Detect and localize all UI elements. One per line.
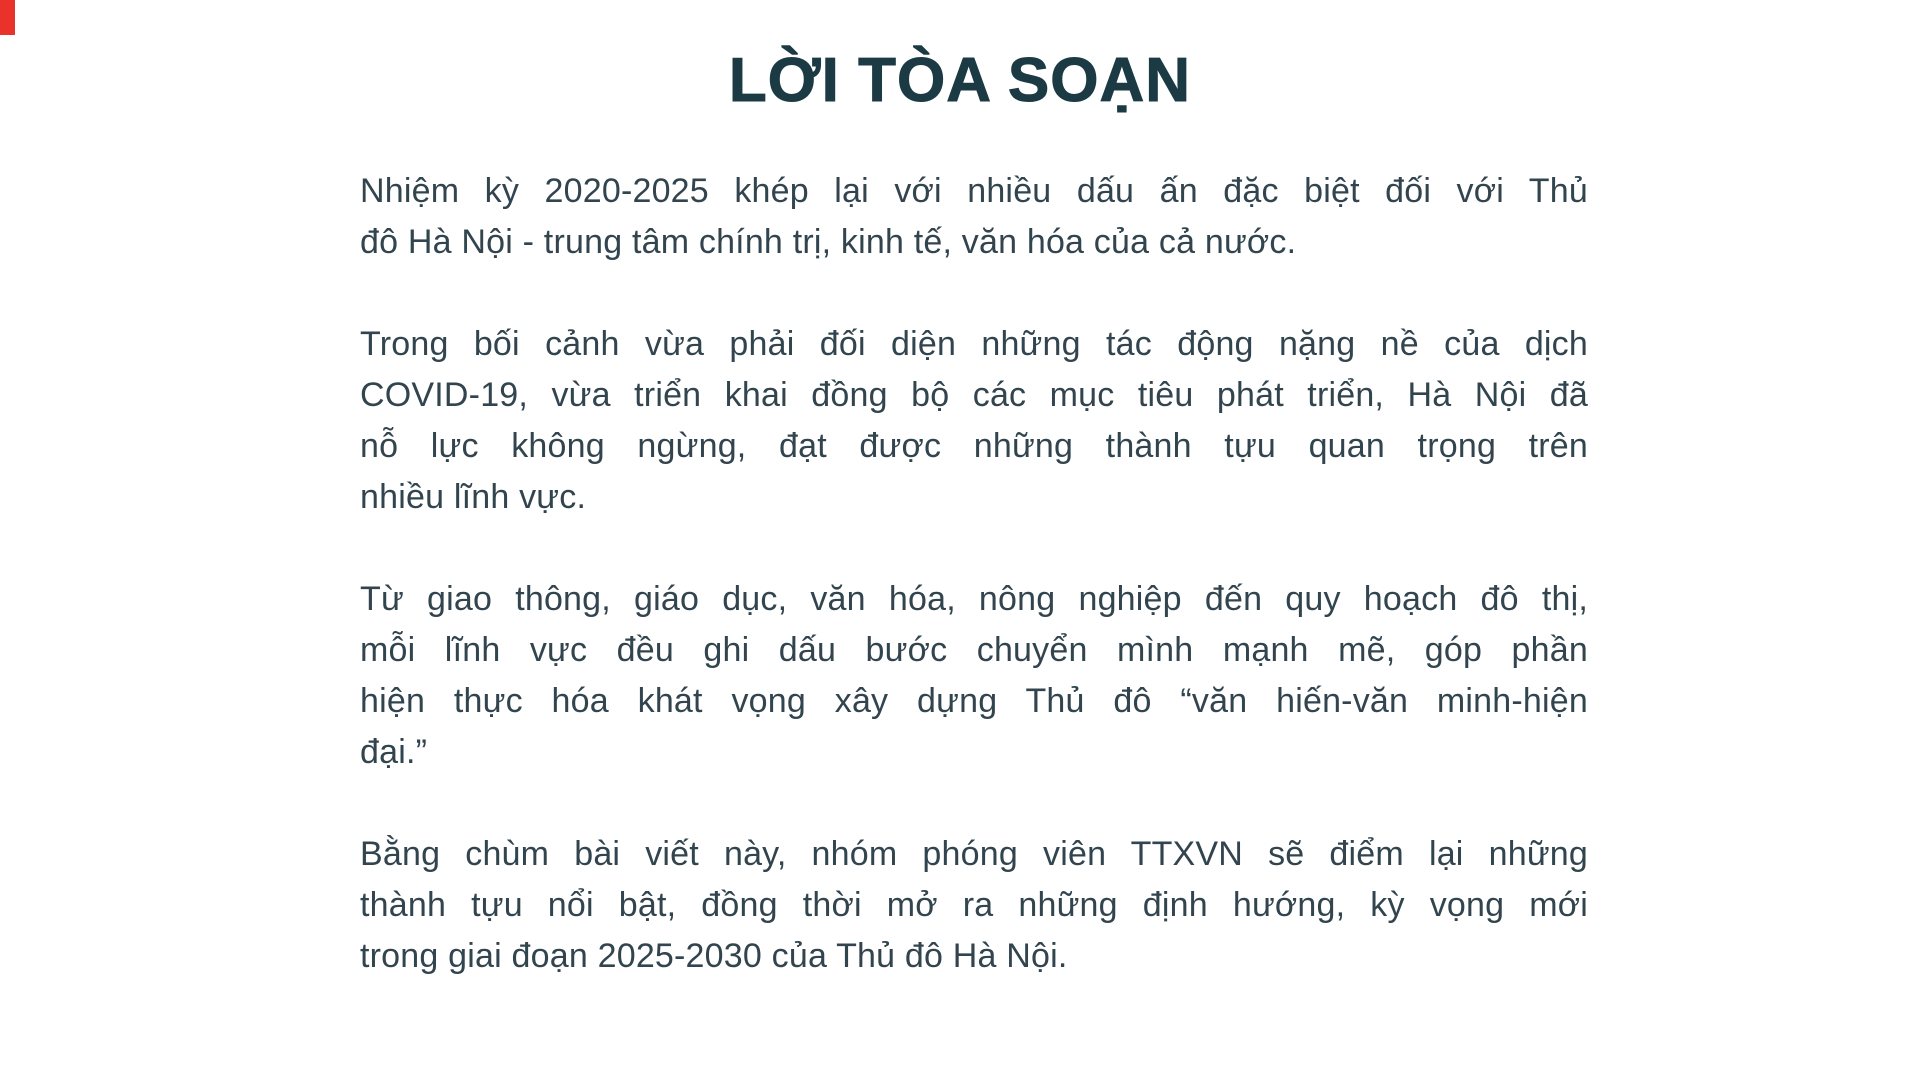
paragraph-line: nhiều lĩnh vực.: [360, 478, 587, 516]
paragraph: [360, 319, 1588, 523]
paragraph-line: mỗi lĩnh vực đều ghi dấu bước chuyển mình mạnh mẽ, góp phần: [360, 631, 1588, 669]
paragraph: [360, 829, 1588, 982]
page-title: LỜI TÒA SOẠN: [728, 46, 1192, 115]
paragraph: [360, 166, 1588, 268]
article-body: [360, 166, 1588, 1033]
corner-accent-mark: [0, 0, 15, 35]
paragraph-line: Trong bối cảnh vừa phải đối diện những tác động nặng nề của dịch: [360, 325, 1588, 363]
paragraph-line: đại.”: [360, 733, 428, 771]
paragraph-line: trong giai đoạn 2025-2030 của Thủ đô Hà Nội.: [360, 937, 1068, 975]
paragraph-line: Nhiệm kỳ 2020-2025 khép lại với nhiều dấu ấn đặc biệt đối với Thủ: [360, 172, 1588, 210]
paragraph-list: [360, 166, 1588, 982]
paragraph-line: hiện thực hóa khát vọng xây dựng Thủ đô “văn hiến-văn minh-hiện: [360, 682, 1588, 720]
paragraph-line: đô Hà Nội - trung tâm chính trị, kinh tế, văn hóa của cả nước.: [360, 223, 1297, 261]
paragraph-line: thành tựu nổi bật, đồng thời mở ra những định hướng, kỳ vọng mới: [360, 886, 1588, 924]
paragraph-line: nỗ lực không ngừng, đạt được những thành tựu quan trọng trên: [360, 427, 1588, 465]
paragraph: [360, 574, 1588, 778]
paragraph-line: COVID-19, vừa triển khai đồng bộ các mục tiêu phát triển, Hà Nội đã: [360, 376, 1588, 414]
paragraph-line: Bằng chùm bài viết này, nhóm phóng viên TTXVN sẽ điểm lại những: [360, 835, 1588, 873]
paragraph-line: Từ giao thông, giáo dục, văn hóa, nông nghiệp đến quy hoạch đô thị,: [360, 580, 1588, 618]
